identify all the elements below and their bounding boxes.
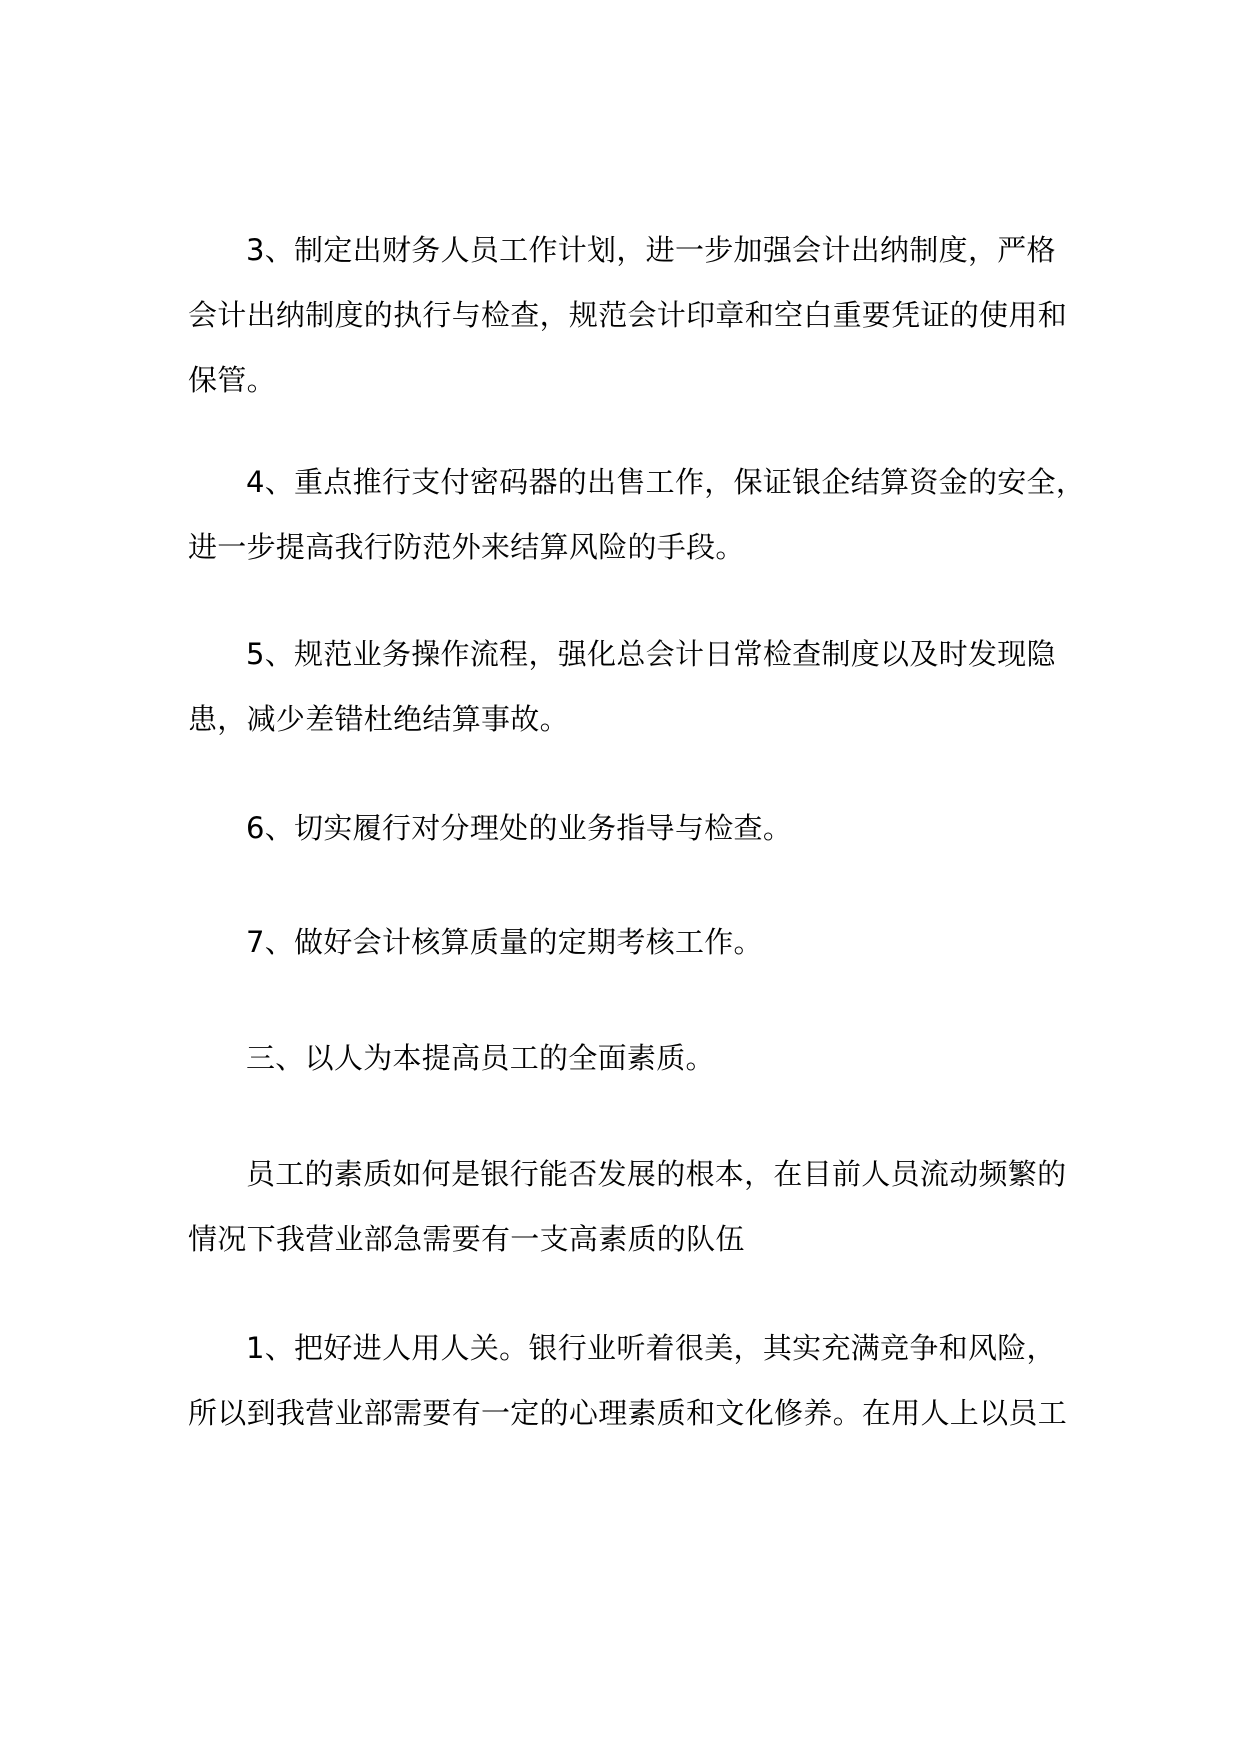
text-line: 1、把好进人用人关。银行业听着很美，其实充满竞争和风险， (246, 1331, 1056, 1365)
text-line: 三、以人为本提高员工的全面素质。 (246, 1041, 715, 1075)
text-line: 7、做好会计核算质量的定期考核工作。 (246, 925, 763, 959)
text-line: 会计出纳制度的执行与检查，规范会计印章和空白重要凭证的使用和 (188, 298, 1068, 332)
paragraph-item-5 (188, 622, 1068, 752)
paragraph-subitem-1 (188, 1316, 1068, 1446)
text-line: 所以到我营业部需要有一定的心理素质和文化修养。在用人上以员工 (188, 1396, 1068, 1430)
text-line: 3、制定出财务人员工作计划，进一步加强会计出纳制度，严格 (246, 233, 1056, 267)
text-line: 6、切实履行对分理处的业务指导与检查。 (246, 811, 793, 845)
text-line: 4、重点推行支付密码器的出售工作，保证银企结算资金的安全， (246, 465, 1086, 499)
text-line: 员工的素质如何是银行能否发展的根本，在目前人员流动频繁的 (246, 1157, 1067, 1191)
text-line: 患，减少差错杜绝结算事故。 (188, 702, 569, 736)
text-line: 情况下我营业部急需要有一支高素质的队伍 (188, 1222, 745, 1256)
section-heading-3 (188, 1026, 1068, 1091)
text-line: 保管。 (188, 363, 276, 397)
paragraph-item-4 (188, 450, 1086, 580)
text-line: 5、规范业务操作流程，强化总会计日常检查制度以及时发现隐 (246, 637, 1056, 671)
paragraph-item-6 (188, 796, 1068, 861)
text-line: 进一步提高我行防范外来结算风险的手段。 (188, 530, 745, 564)
paragraph-item-3 (188, 218, 1068, 413)
paragraph-staff-quality (188, 1142, 1068, 1272)
paragraph-item-7 (188, 910, 1068, 975)
